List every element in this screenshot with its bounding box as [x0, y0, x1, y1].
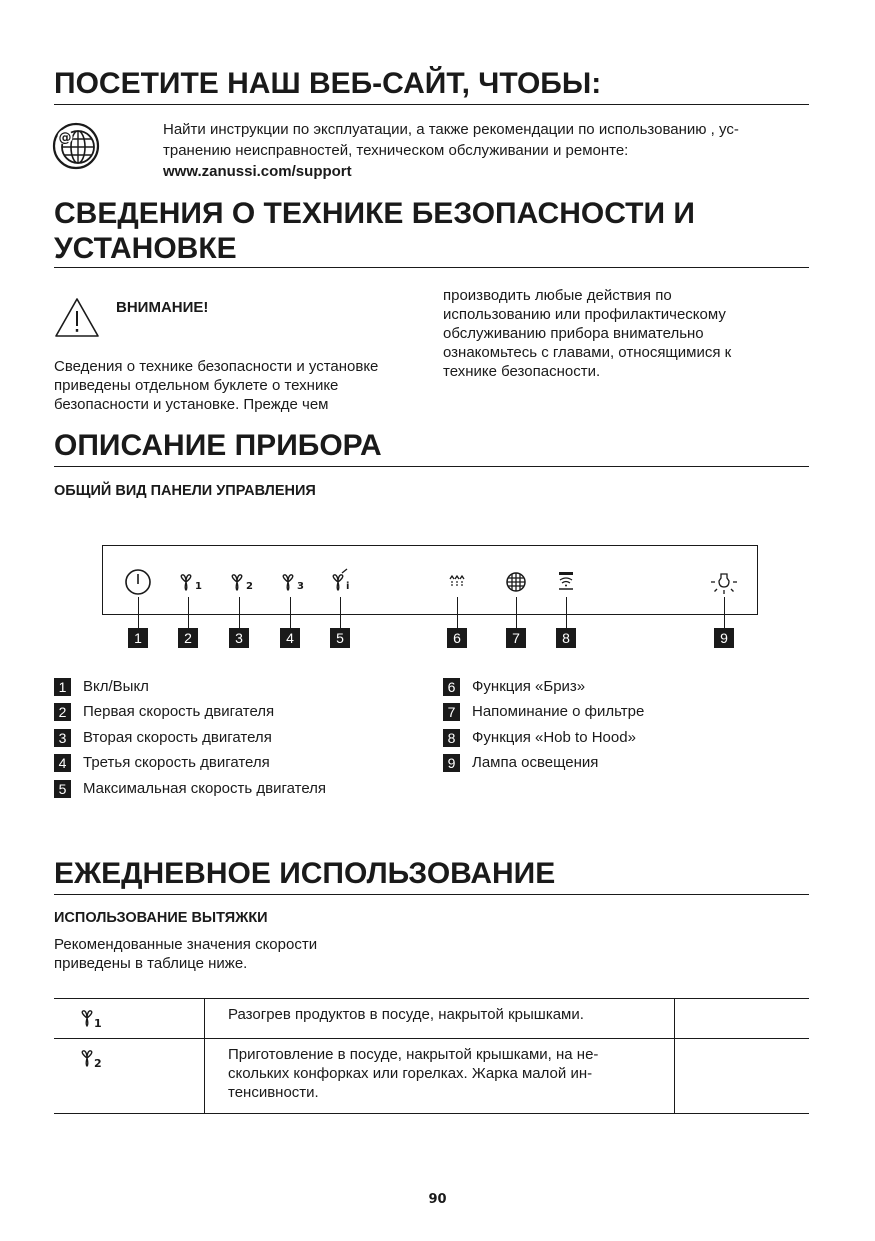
speed-cell [54, 999, 205, 1039]
safety-right-line: производить любые действия по [443, 287, 672, 304]
legend-item [443, 753, 598, 773]
safety-left-line: Сведения о технике безопасности и установке [54, 358, 379, 375]
panel-number-box: 4 [280, 628, 300, 648]
description-line: Приготовление в посуде, накрытой крышками, на не- [228, 1046, 599, 1063]
fan-subscript: i [346, 581, 350, 592]
globe-at-icon [52, 122, 100, 170]
empty-cell [675, 999, 810, 1039]
web-section-title: ПОСЕТИТЕ НАШ ВЕБ-САЙТ, ЧТОБЫ: [54, 67, 602, 100]
panel-number-box: 6 [447, 628, 467, 648]
legend-label: Функция «Hob to Hood» [472, 729, 636, 746]
safety-right-text [443, 286, 813, 381]
empty-cell [675, 1039, 810, 1114]
power-icon [123, 567, 153, 597]
legend-item [443, 677, 585, 697]
leader-line [290, 597, 291, 628]
web-text-line-2: транению неисправностей, техническом обслуживании и ремонте: [163, 142, 629, 159]
leader-line [516, 597, 517, 628]
panel-number-box: 9 [714, 628, 734, 648]
web-section-text [163, 119, 813, 182]
leader-line [724, 597, 725, 628]
panel-number-box: 1 [128, 628, 148, 648]
table-row [54, 1039, 809, 1114]
legend-item [54, 779, 326, 799]
legend-label: Первая скорость двигателя [83, 703, 275, 720]
legend-number: 9 [443, 754, 460, 772]
panel-number-box: 2 [178, 628, 198, 648]
leader-line [457, 597, 458, 628]
daily-intro-line: приведены в таблице ниже. [54, 955, 248, 972]
legend-number: 7 [443, 703, 460, 721]
web-text-line-1: Найти инструкции по эксплуатации, а также рекомендации по использованию , ус- [163, 121, 739, 138]
panel-number-box: 5 [330, 628, 350, 648]
legend-number: 6 [443, 678, 460, 696]
legend-number: 2 [54, 703, 71, 721]
fan-speed-1-icon [173, 567, 203, 597]
fan-subscript: 2 [246, 581, 253, 592]
warning-label: ВНИМАНИЕ! [116, 299, 209, 316]
leader-line [188, 597, 189, 628]
safety-left-text [54, 357, 429, 414]
legend-label: Лампа освещения [472, 754, 599, 771]
legend-item [54, 728, 272, 748]
safety-right-line: ознакомьтесь с главами, относящимися к [443, 344, 732, 361]
description-section-rule [54, 466, 809, 467]
safety-right-line: использованию или профилактическому [443, 306, 726, 323]
svg-text:@: @ [58, 130, 72, 146]
safety-right-line: технике безопасности. [443, 363, 601, 380]
legend-number: 1 [54, 678, 71, 696]
leader-line [138, 597, 139, 628]
legend-label: Вторая скорость двигателя [83, 729, 272, 746]
safety-title-line-1: СВЕДЕНИЯ О ТЕХНИКЕ БЕЗОПАСНОСТИ И [54, 197, 695, 230]
fan-subscript: 1 [195, 581, 202, 592]
fan-speed-1-icon [74, 1005, 114, 1035]
legend-label: Напоминание о фильтре [472, 703, 645, 720]
page-number: 90 [428, 1192, 447, 1207]
safety-left-line: безопасности и установке. Прежде чем [54, 396, 329, 413]
speed-cell [54, 1039, 205, 1114]
legend-item [443, 728, 636, 748]
daily-section-title: ЕЖЕДНЕВНОЕ ИСПОЛЬЗОВАНИЕ [54, 857, 556, 890]
speed-recommendation-table [54, 998, 809, 1114]
table-speed-subscript: 1 [94, 1017, 102, 1030]
warning-triangle-icon [54, 296, 100, 338]
fan-subscript: 3 [297, 581, 304, 592]
leader-line [340, 597, 341, 628]
safety-left-line: приведены отдельном буклете о технике [54, 377, 339, 394]
leader-line [566, 597, 567, 628]
description-cell [205, 1039, 675, 1114]
table-speed-subscript: 2 [94, 1057, 102, 1070]
legend-item [54, 753, 270, 773]
legend-item [54, 677, 149, 697]
fan-speed-2-icon [224, 567, 254, 597]
hood-usage-subtitle: ИСПОЛЬЗОВАНИЕ ВЫТЯЖКИ [54, 910, 268, 926]
filter-reminder-icon [501, 567, 531, 597]
lamp-icon [709, 567, 739, 597]
fan-speed-2-icon [74, 1045, 114, 1075]
legend-number: 8 [443, 729, 460, 747]
breeze-function-icon [442, 567, 472, 597]
fan-max-speed-icon [325, 567, 355, 597]
safety-title-line-2: УСТАНОВКЕ [54, 232, 237, 265]
description-line: скольких конфорках или горелках. Жарка малой ин- [228, 1065, 593, 1082]
legend-label: Функция «Бриз» [472, 678, 586, 695]
description-line: тенсивности. [228, 1084, 319, 1101]
legend-item [443, 702, 644, 722]
legend-number: 3 [54, 729, 71, 747]
control-panel-subtitle: ОБЩИЙ ВИД ПАНЕЛИ УПРАВЛЕНИЯ [54, 483, 316, 499]
fan-speed-3-icon [275, 567, 305, 597]
panel-number-box: 7 [506, 628, 526, 648]
panel-number-box: 8 [556, 628, 576, 648]
safety-section-rule [54, 267, 809, 268]
description-line: Разогрев продуктов в посуде, накрытой крышками. [228, 1006, 584, 1023]
leader-line [239, 597, 240, 628]
hob-to-hood-icon [551, 567, 581, 597]
legend-label: Максимальная скорость двигателя [83, 780, 327, 797]
legend-label: Третья скорость двигателя [83, 754, 270, 771]
panel-number-box: 3 [229, 628, 249, 648]
legend-label: Вкл/Выкл [83, 678, 149, 695]
legend-number: 5 [54, 780, 71, 798]
description-section-title: ОПИСАНИЕ ПРИБОРА [54, 429, 382, 462]
safety-section-title [54, 196, 695, 266]
web-section-rule [54, 104, 809, 105]
daily-intro-line: Рекомендованные значения скорости [54, 936, 318, 953]
legend-number: 4 [54, 754, 71, 772]
support-url-link[interactable]: www.zanussi.com/support [163, 163, 352, 180]
daily-intro-text [54, 935, 454, 973]
legend-item [54, 702, 274, 722]
daily-section-rule [54, 894, 809, 895]
safety-right-line: обслуживанию прибора внимательно [443, 325, 704, 342]
description-cell [205, 999, 675, 1039]
table-row [54, 999, 809, 1039]
